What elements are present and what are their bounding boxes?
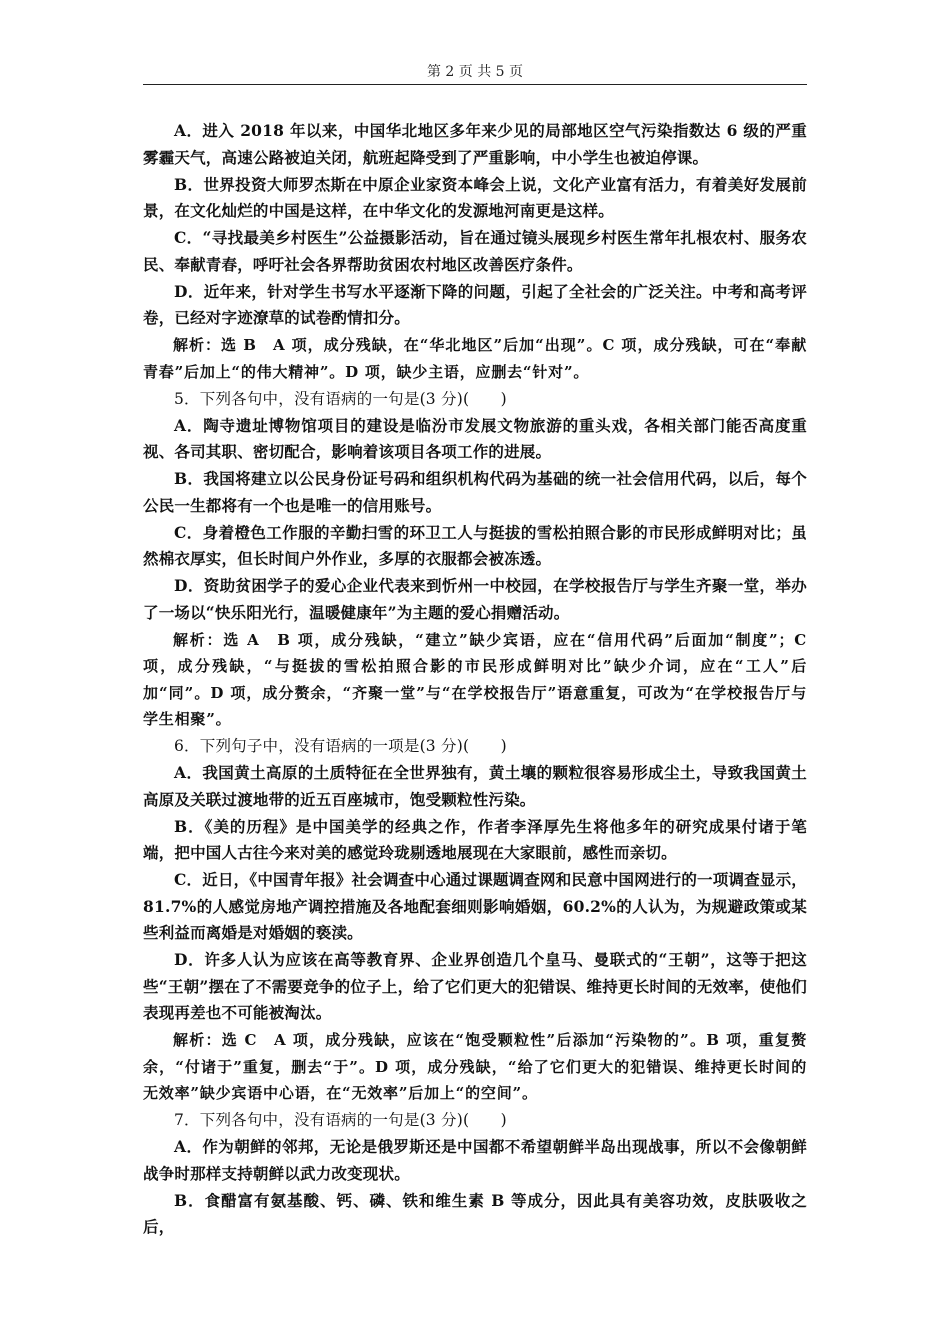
option-4a: A．进入 2018 年以来，中国华北地区多年来少见的局部地区空气污染指数达 6 级的严重雾霾天气，高速公路被迫关闭，航班起降受到了严重影响，中小学生也被迫停课。 — [143, 121, 807, 167]
option-5a: A．陶寺遗址博物馆项目的建设是临汾市发展文物旅游的重头戏，各相关部门能否高度重视、各司其职、密切配合，影响着该项目各项工作的进展。 — [143, 415, 807, 461]
analysis-5: 解析：选 A B 项，成分残缺，“建立”缺少宾语，应在“信用代码”后面加“制度”；C 项，成分残缺，“与挺拔的雪松拍照合影的市民形成鲜明对比”缺少介词，应在“工人”后加“同”。D 项，成分赘余，“齐聚一堂”与“在学校报告厅”语意重复，可改为“在学校报告厅与学生相聚”。 — [143, 630, 807, 728]
option-6a: A．我国黄土高原的土质特征在全世界独有，黄土壤的颗粒很容易形成尘土，导致我国黄土高原及关联过渡地带的近五百座城市，饱受颗粒性污染。 — [143, 763, 807, 809]
option-4d: D．近年来，针对学生书写水平逐渐下降的问题，引起了全社会的广泛关注。中考和高考评卷，已经对字迹潦草的试卷酌情扣分。 — [143, 281, 807, 327]
question-7: 7．下列各句中，没有语病的一句是(3 分)( ) — [174, 1111, 507, 1129]
option-7a: A．作为朝鲜的邻邦，无论是俄罗斯还是中国都不希望朝鲜半岛出现战事，所以不会像朝鲜战争时那样支持朝鲜以武力改变现状。 — [143, 1137, 807, 1183]
analysis-4: 解析：选 B A 项，成分残缺，在“华北地区”后加“出现”。C 项，成分残缺，可在“奉献青春”后加上“的伟大精神”。D 项，缺少主语，应删去“针对”。 — [143, 336, 807, 381]
option-5c: C．身着橙色工作服的辛勤扫雪的环卫工人与挺拔的雪松拍照合影的市民形成鲜明对比；虽然棉衣厚实，但长时间户外作业，多厚的衣服都会被冻透。 — [143, 522, 807, 568]
question-6: 6．下列句子中，没有语病的一项是(3 分)( ) — [174, 737, 507, 755]
option-4c: C．“寻找最美乡村医生”公益摄影活动，旨在通过镜头展现乡村医生常年扎根农村、服务农民、奉献青春，呼吁社会各界帮助贫困农村地区改善医疗条件。 — [143, 228, 807, 274]
option-7b: B．食醋富有氨基酸、钙、磷、铁和维生素 B 等成分，因此具有美容功效，皮肤吸收之后， — [143, 1190, 807, 1236]
document-body — [143, 118, 807, 1241]
page-header: 第 2 页 共 5 页 — [426, 64, 524, 80]
option-5b: B．我国将建立以公民身份证号码和组织机构代码为基础的统一社会信用代码，以后，每个公民一生都将有一个也是唯一的信用账号。 — [143, 469, 807, 515]
option-6c: C．近日，《中国青年报》社会调查中心通过课题调查网和民意中国网进行的一项调查显示，81.7%的人感觉房地产调控措施及各地配套细则影响婚姻，60.2%的人认为，为规避政策或某些利益而离婚是对婚姻的亵渎。 — [143, 870, 807, 942]
question-5: 5．下列各句中，没有语病的一句是(3 分)( ) — [174, 389, 507, 408]
option-6b: B．《美的历程》是中国美学的经典之作，作者李泽厚先生将他多年的研究成果付诸于笔端，把中国人古往今来对美的感觉玲珑剔透地展现在大家眼前，感性而亲切。 — [143, 816, 807, 862]
option-4b: B．世界投资大师罗杰斯在中原企业家资本峰会上说，文化产业富有活力，有着美好发展前景，在文化灿烂的中国是这样，在中华文化的发源地河南更是这样。 — [143, 174, 807, 220]
option-6d: D．许多人认为应该在高等教育界、企业界创造几个皇马、曼联式的“王朝”，这等于把这些“王朝”摆在了不需要竞争的位子上，给了它们更大的犯错误、维持更长时间的无效率，使他们表现再差也不可能被淘汰。 — [143, 950, 807, 1022]
option-5d: D．资助贫困学子的爱心企业代表来到忻州一中校园，在学校报告厅与学生齐聚一堂，举办了一场以“快乐阳光行，温暖健康年”为主题的爱心捐赠活动。 — [143, 576, 807, 622]
analysis-6: 解析：选 C A 项，成分残缺，应该在“饱受颗粒性”后添加“污染物的”。B 项，重复赘余，“付诸于”重复，删去“于”。D 项，成分残缺，“给了它们更大的犯错误、维持更长时间的无效率”缺少宾语中心语，在“无效率”后加上“的空间”。 — [143, 1031, 807, 1102]
header-divider — [143, 84, 807, 85]
